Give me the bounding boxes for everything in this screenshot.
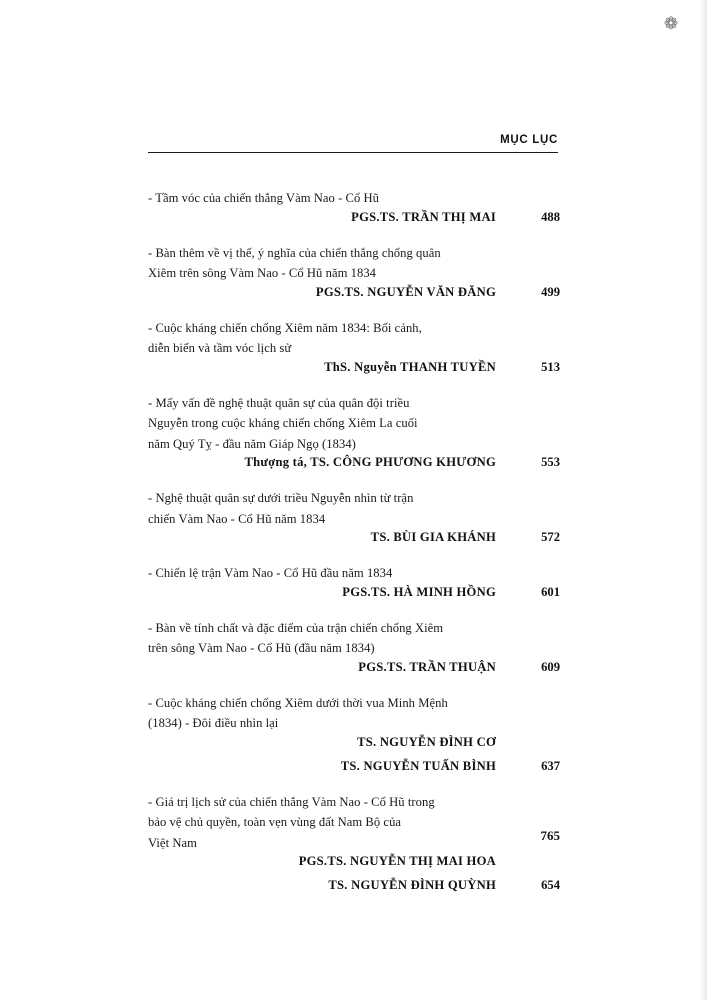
toc-page-number: 488 (541, 209, 560, 224)
toc-entry-title-line: bảo vệ chủ quyền, toàn vẹn vùng đất Nam Bộ của (148, 815, 402, 830)
toc-entry-authors (148, 660, 560, 684)
toc-entry-authors (148, 530, 560, 554)
toc-entry[interactable] (148, 188, 560, 234)
toc-entry-title (148, 243, 506, 284)
toc-entry-title (148, 618, 506, 659)
toc-author-row (148, 360, 560, 384)
toc-entry[interactable] (148, 393, 560, 480)
flower-ornament-icon: ❁ (663, 14, 679, 33)
header-divider (148, 152, 558, 153)
toc-entry-title (148, 792, 506, 854)
toc-author-name: TS. NGUYỄN ĐÌNH QUỲNH (328, 878, 496, 893)
toc-entry-title-line: - Mấy vấn đề nghệ thuật quân sự của quân đội triều (148, 395, 410, 410)
toc-entry-title-line: năm Quý Tỵ - đầu năm Giáp Ngọ (1834) (148, 436, 356, 451)
toc-page-number: 601 (541, 584, 560, 599)
toc-author-name: PGS.TS. TRẦN THUẬN (358, 659, 496, 674)
table-of-contents (148, 188, 560, 911)
page-header (148, 134, 558, 153)
toc-entry-authors (148, 285, 560, 309)
toc-entry[interactable] (148, 693, 560, 783)
toc-entry-authors (148, 455, 560, 479)
toc-entry-title (148, 188, 506, 209)
folio-page-number: 765 (540, 828, 560, 843)
toc-entry-title-line: - Tầm vóc của chiến thắng Vàm Nao - Cổ Hũ (148, 191, 380, 205)
toc-entry-authors (148, 210, 560, 234)
toc-author-row (148, 660, 560, 684)
toc-author-row (148, 854, 560, 878)
toc-entry-title-line: trên sông Vàm Nao - Cổ Hũ (đầu năm 1834) (148, 641, 375, 656)
toc-author-name: Thượng tá, TS. CÔNG PHƯƠNG KHƯƠNG (244, 455, 496, 470)
toc-entry-title-line: - Chiến lệ trận Vàm Nao - Cổ Hũ đầu năm 1834 (148, 566, 393, 581)
toc-entry-authors (148, 585, 560, 609)
toc-author-name: PGS.TS. HÀ MINH HỒNG (342, 584, 496, 599)
toc-page-number: 553 (541, 455, 560, 470)
toc-page-number: 499 (541, 284, 560, 299)
toc-page-number: 513 (541, 359, 560, 374)
toc-author-name: PGS.TS. TRẦN THỊ MAI (351, 209, 496, 224)
toc-entry-title-line: - Nghệ thuật quân sự dưới triều Nguyễn nhìn từ trận (148, 491, 414, 506)
toc-author-name: TS. BÙI GIA KHÁNH (370, 530, 496, 545)
toc-entry-title (148, 393, 506, 455)
toc-entry[interactable] (148, 488, 560, 554)
toc-author-row (148, 878, 560, 902)
toc-entry-authors (148, 854, 560, 902)
toc-author-row (148, 210, 560, 234)
toc-entry-title-line: Việt Nam (148, 835, 197, 850)
toc-entry-title-line: - Bàn về tính chất và đặc điểm của trận chiến chống Xiêm (148, 620, 444, 635)
toc-entry[interactable] (148, 563, 560, 609)
toc-entry-title-line: - Cuộc kháng chiến chống Xiêm dưới thời vua Minh Mệnh (148, 695, 448, 710)
toc-author-name: PGS.TS. NGUYỄN VĂN ĐĂNG (315, 284, 496, 299)
toc-entry-title-line: - Bàn thêm về vị thế, ý nghĩa của chiến thắng chống quân (148, 245, 441, 260)
toc-author-row (148, 759, 560, 783)
toc-entry-title-line: (1834) - Đôi điều nhìn lại (148, 716, 279, 731)
toc-author-row (148, 455, 560, 479)
toc-entry[interactable] (148, 318, 560, 384)
toc-entry-title-line: - Cuộc kháng chiến chống Xiêm năm 1834: Bối cảnh, (148, 320, 422, 335)
toc-entry-title-line: Xiêm trên sông Vàm Nao - Cổ Hũ năm 1834 (148, 266, 377, 281)
toc-author-name: PGS.TS. NGUYỄN THỊ MAI HOA (298, 854, 496, 869)
toc-entry[interactable] (148, 243, 560, 309)
toc-entry-authors (148, 360, 560, 384)
toc-entry-title (148, 318, 506, 359)
toc-author-row (148, 285, 560, 309)
toc-author-row (148, 585, 560, 609)
toc-entry[interactable] (148, 618, 560, 684)
page-edge-shadow (700, 0, 707, 1000)
toc-entry-authors (148, 735, 560, 783)
toc-entry-title-line: - Giá trị lịch sử của chiến thắng Vàm Nao - Cổ Hũ trong (148, 794, 435, 809)
toc-entry-title (148, 563, 506, 584)
toc-author-row (148, 530, 560, 554)
toc-entry-title-line: Nguyễn trong cuộc kháng chiến chống Xiêm La cuối (148, 416, 418, 431)
toc-author-name: ThS. Nguyễn THANH TUYỀN (324, 359, 496, 374)
toc-page-number: 572 (541, 530, 560, 545)
toc-entry-title-line: chiến Vàm Nao - Cổ Hũ năm 1834 (148, 511, 326, 526)
toc-entry-title-line: diễn biến và tầm vóc lịch sử (148, 341, 292, 356)
toc-author-name: TS. NGUYỄN TUẤN BÌNH (340, 758, 496, 773)
toc-page-number: 609 (541, 659, 560, 674)
toc-page-number: 654 (541, 878, 560, 893)
toc-entry[interactable] (148, 792, 560, 903)
toc-entry-title (148, 488, 506, 529)
page-title: MỤC LỤC (500, 134, 558, 146)
toc-entry-title (148, 693, 506, 734)
toc-author-name: TS. NGUYỄN ĐÌNH CƠ (357, 734, 496, 749)
toc-author-row (148, 735, 560, 759)
toc-page-number: 637 (541, 758, 560, 773)
